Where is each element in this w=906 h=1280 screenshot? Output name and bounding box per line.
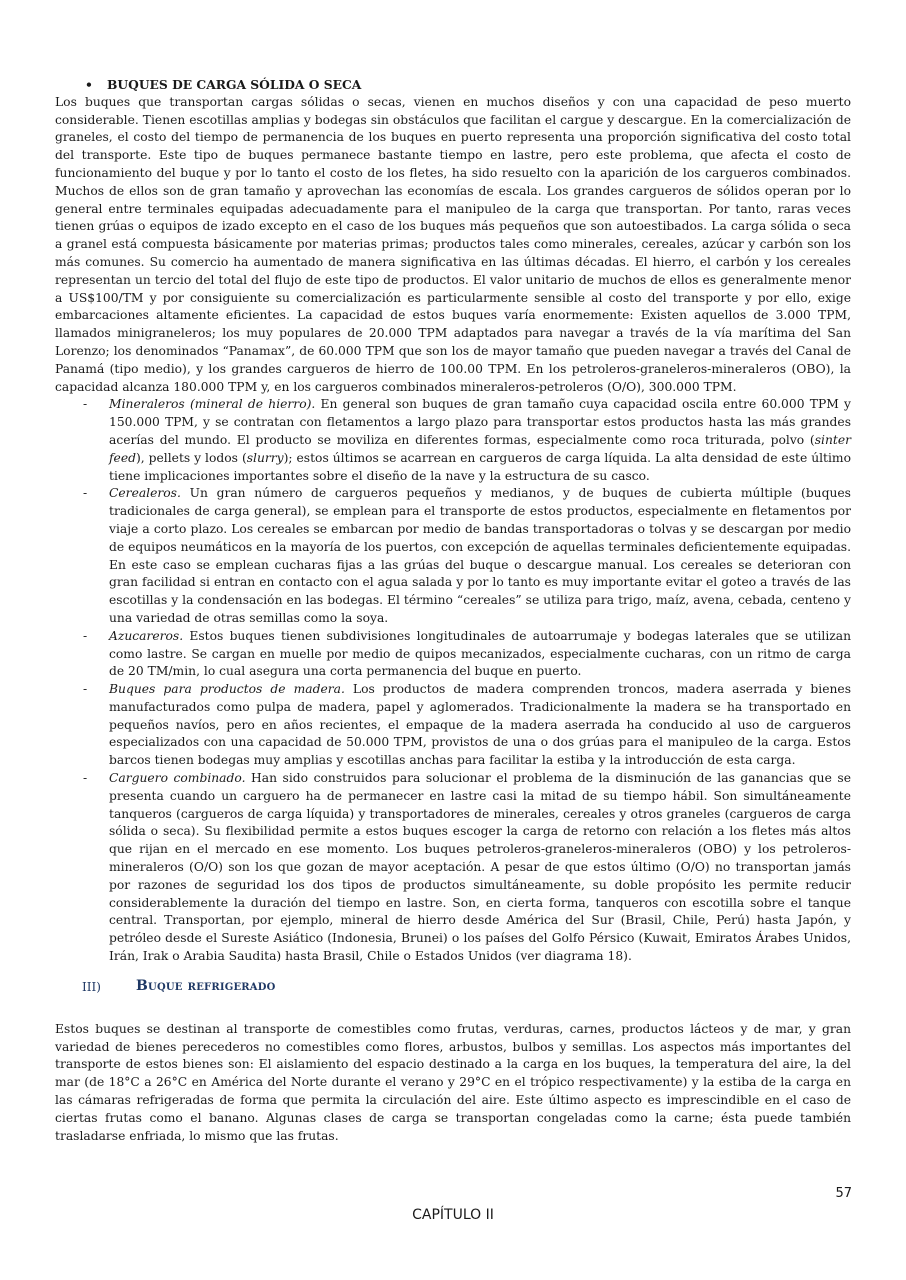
list-item-text: Han sido construidos para solucionar el problema de la disminución de las ganancias que se presenta cuando un carguero ha de permanecer en lastre casi la mitad de su tiempo hábil. Son simultáneamente tanqueros (cargueros de carga líquida) y transportadores de minerales, cereales y otros graneles (cargueros de carga sólida o seca). Su flexibilidad permite a estos buques escoger la carga de retorno con relación a los fletes más altos que rijan en el mercado en ese momento. Los buques petroleros-graneleros-mineraleros (OBO) y los petroleros-mineraleros (O/O) son los que gozan de mayor aceptación. A pesar de que estos último (O/O) no transportan jamás por razones de seguridad los dos tipos de productos simultáneamente, su doble propósito les permite reducir considerablemente la duración del tiempo en lastre. Son, en cierta forma, tanqueros con escotilla sobre el tanque central. Transportan, por ejemplo, mineral de hierro desde América del Sur (Brasil, Chile, Perú) hasta Japón, y petróleo desde el Sureste Asiático (Indonesia, Brunei) o los países del Golfo Pérsico (Kuwait, Emiratos Árabes Unidos, Irán, Irak o Arabia Saudita) hasta Brasil, Chile o Estados Unidos (ver diagrama 18). xyxy=(109,771,851,964)
chapter-footer: CAPÍTULO II xyxy=(412,1207,494,1223)
list-item-term: Buques para productos de madera. xyxy=(109,682,345,697)
document-body xyxy=(55,76,851,1145)
list-item-cerealeros xyxy=(55,485,851,627)
section-heading-bulk-solid xyxy=(55,76,851,94)
list-item-text: En general son buques de gran tamaño cuya capacidad oscila entre 60.000 TPM y 150.000 TPM, y se contratan con fletamentos a largo plazo para transportar estos productos hasta las más grandes acerías del mundo. El producto se moviliza en diferentes formas, especialmente como roca triturada, polvo ( xyxy=(109,397,851,447)
list-item-combinado xyxy=(55,770,851,966)
section-title: BUQUES DE CARGA SÓLIDA O SECA xyxy=(107,77,362,92)
list-item-madera xyxy=(55,681,851,770)
dash-marker: - xyxy=(83,486,88,501)
intro-paragraph: Los buques que transportan cargas sólidas o secas, vienen en muchos diseños y con una capacidad de peso muerto considerable. Tienen escotillas amplias y bodegas sin obstáculos que facilitan el cargue y descargue. En la comercialización de graneles, el costo del tiempo de permanencia de los buques en puerto representa una proporción significativa del costo total del transporte. Este tipo de buques permanece bastante tiempo en lastre, pero este problema, que afecta el costo de funcionamiento del buque y por lo tanto el costo de los fletes, ha sido resuelto con la aparición de los cargueros combinados. Muchos de ellos son de gran tamaño y aprovechan las economías de escala. Los grandes cargueros de sólidos operan por lo general entre terminales equipadas adecuadamente para el manipuleo de la carga que transportan. Por tanto, raras veces tienen grúas o equipos de izado excepto en el caso de los buques más pequeños que son autoestibados. La carga sólida o seca a granel está compuesta básicamente por materias primas; productos tales como minerales, cereales, azúcar y carbón son los más comunes. Su comercio ha aumentado de manera significativa en las últimas décadas. El hierro, el carbón y los cereales representan un tercio del total del flujo de este tipo de productos. El valor unitario de muchos de ellos es generalmente menor a US$100/TM y por consiguiente su comercialización es particularmente sensible al costo del transporte y por ello, exige embarcaciones altamente eficientes. La capacidad de estos buques varía enormemente: Existen aquellos de 3.000 TPM, llamados minigraneleros; los muy populares de 20.000 TPM adaptados para navegar a través de la vía marítima del San Lorenzo; los denominados “Panamax”, de 60.000 TPM que son los de mayor tamaño que pueden navegar a través del Canal de Panamá (tipo medio), y los grandes cargueros de hierro de 100.00 TPM. En los petroleros-graneleros-mineraleros (OBO), la capacidad alcanza 180.000 TPM y, en los cargueros combinados mineraleros-petroleros (O/O), 300.000 TPM. xyxy=(55,94,851,394)
list-item-term: Mineraleros (mineral de hierro). xyxy=(109,397,316,412)
dash-marker: - xyxy=(83,771,88,786)
refrigerated-paragraph: Estos buques se destinan al transporte de comestibles como frutas, verduras, carnes, productos lácteos y de mar, y gran variedad de bienes perecederos no comestibles como flores, arbustos, bulbos y semillas. Los aspectos más importantes del transporte de estos bienes son: El aislamiento del espacio destinado a la carga en los buques, la temperatura del aire, la del mar (de 18°C a 26°C en América del Norte durante el verano y 29°C en el trópico respectivamente) y la estiba de la carga en las cámaras refrigeradas de forma que permita la circulación del aire. Este último aspecto es imprescindible en el caso de ciertas frutas como el banano. Algunas clases de carga se transportan congeladas como la carne; ésta puede también trasladarse enfriada, lo mismo que las frutas. xyxy=(55,1021,851,1143)
list-item-text: ), pellets y lodos ( xyxy=(135,450,247,465)
dash-marker: - xyxy=(83,682,88,697)
list-item-term: Cerealeros. xyxy=(109,486,181,501)
list-item-term: Carguero combinado. xyxy=(109,771,246,786)
bullet-icon: • xyxy=(85,77,93,92)
list-item-text: Un gran número de cargueros pequeños y medianos, y de buques de cubierta múltiple (buques tradicionales de carga general), se emplean para el transporte de estos productos, especialmente en fletamentos por viaje a corto plazo. Los cereales se embarcan por medio de bandas transportadoras o tolvas y se descargan por medio de equipos neumáticos en la mayoría de los puertos, con excepción de aquellas terminales deficientemente equipadas. En este caso se emplean cucharas fijas a las grúas del buque o descargue manual. Los cereales se deterioran con gran facilidad si entran en contacto con el agua salada y por lo tanto es muy importante evitar el goteo a través de las escotillas y la condensación en las bodegas. El término “cereales” se utiliza para trigo, maíz, avena, cebada, centeno y una variedad de otras semillas como la soya. xyxy=(109,486,851,625)
list-item-text: Estos buques tienen subdivisiones longitudinales de autoarrumaje y bodegas laterales que se utilizan como lastre. Se cargan en muelle por medio de quipos mecanizados, especialmente cucharas, con un ritmo de carga de 20 TM/min, lo cual asegura una corta permanencia del buque en puerto. xyxy=(109,628,851,679)
section-title: Buque refrigerado xyxy=(136,977,276,994)
ship-type-list xyxy=(55,396,851,966)
list-item-emphasis: slurry xyxy=(246,450,284,465)
dash-marker: - xyxy=(83,628,88,643)
list-item-text: ); estos últimos se acarrean en cargueros de carga líquida. La alta densidad de este último tiene implicaciones importantes sobre el diseño de la nave y la estructura de su casco. xyxy=(109,450,851,483)
section-number: III) xyxy=(82,979,101,994)
list-item-emphasis: sinter feed xyxy=(109,432,851,465)
page-number: 57 xyxy=(835,1186,852,1201)
dash-marker: - xyxy=(83,397,88,412)
list-item-term: Azucareros. xyxy=(109,628,184,643)
section-heading-refrigerated xyxy=(55,979,851,999)
list-item-text: Los productos de madera comprenden troncos, madera aserrada y bienes manufacturados como pulpa de madera, papel y aglomerados. Tradicionalmente la madera se ha transportado en pequeños navíos, pero en años recientes, el empaque de la madera aserrada ha conducido al uso de cargueros especializados con una capacidad de 50.000 TPM, provistos de una o dos grúas para el manipuleo de la carga. Estos barcos tienen bodegas muy amplias y escotillas anchas para facilitar la estiba y la introducción de esta carga. xyxy=(109,682,852,768)
list-item-mineraleros xyxy=(55,396,851,485)
list-item-azucareros xyxy=(55,628,851,681)
